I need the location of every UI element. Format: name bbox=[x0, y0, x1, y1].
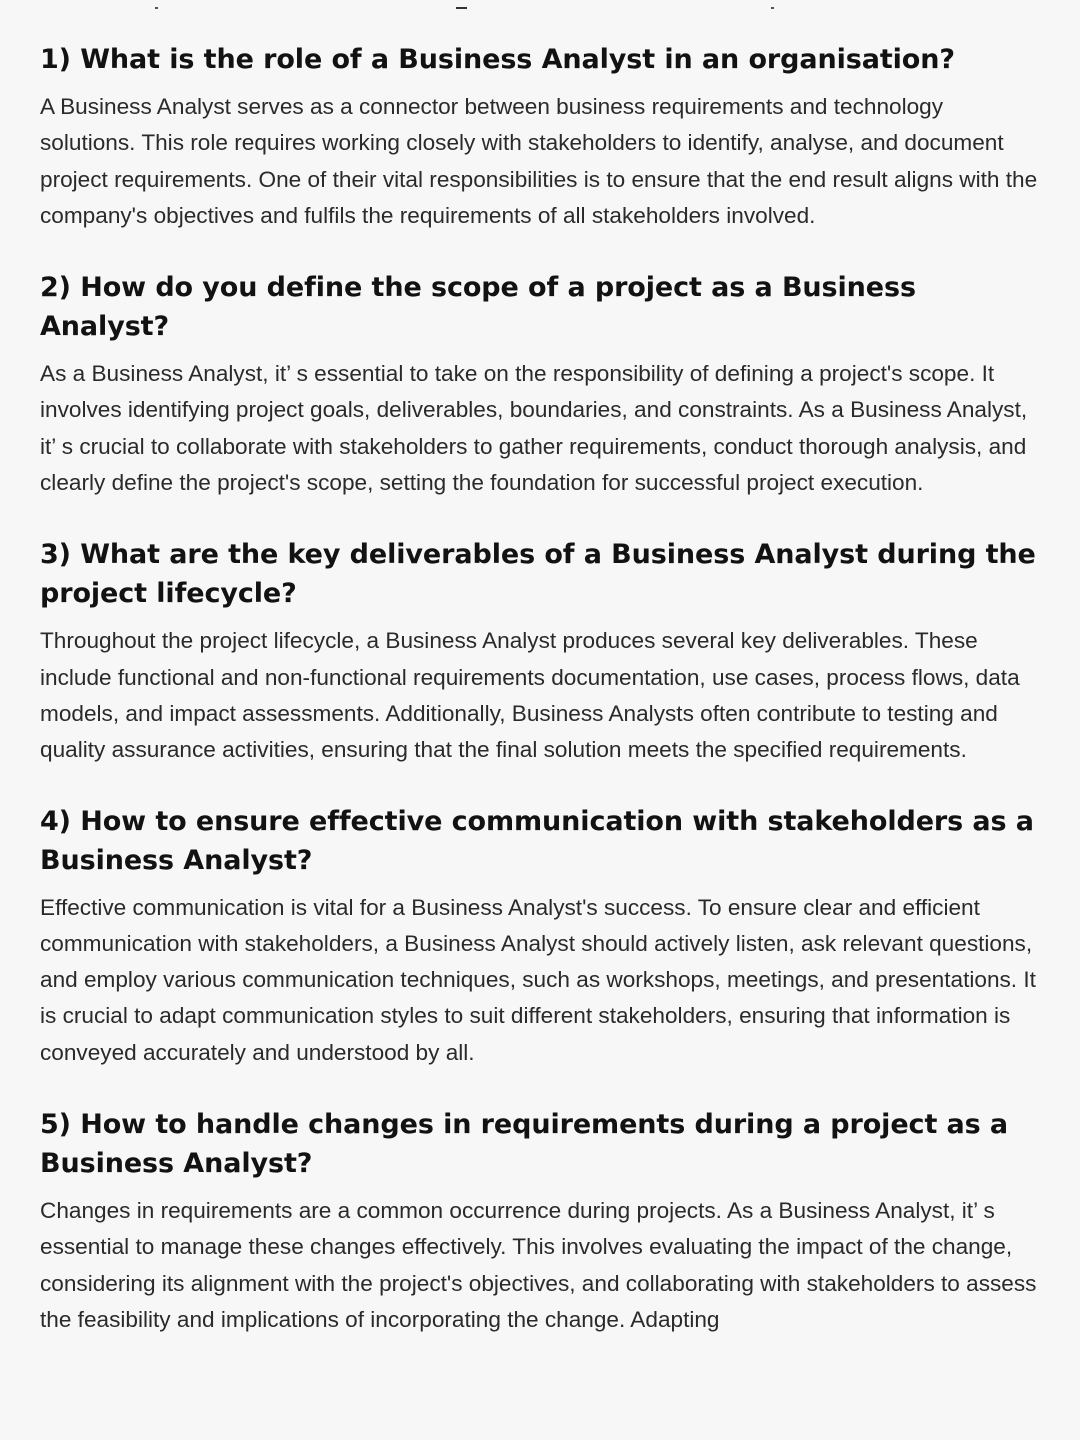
question-heading: 1) What is the role of a Business Analyst in an organisation? bbox=[40, 44, 955, 75]
qa-section bbox=[40, 1105, 1040, 1338]
answer-paragraph: Throughout the project lifecycle, a Business Analyst produces several key deliverables. These include functional and non-functional requirements documentation, use cases, process flows, data models, and impact assessments. Additionally, Business Analysts often contribute to testing and quality assurance activities, ensuring that the final solution meets the specified requirements. bbox=[40, 628, 1020, 763]
answer-paragraph: Changes in requirements are a common occurrence during projects. As a Business Analyst, it’ s essential to manage these changes effectively. This involves evaluating the impact of the change, considering its alignment with the project's objectives, and collaborating with stakeholders to assess the feasibility and implications of incorporating the change. Adapting bbox=[40, 1198, 1037, 1332]
qa-section bbox=[40, 268, 1040, 501]
answer-paragraph: Effective communication is vital for a Business Analyst's success. To ensure clear and efficient communication with stakeholders, a Business Analyst should actively listen, ask relevant questions, and employ various communication techniques, such as workshops, meetings, and presentations. It is crucial to adapt communication styles to suit different stakeholders, ensuring that information is conveyed accurately and understood by all. bbox=[40, 894, 1036, 1065]
question-heading: 4) How to ensure effective communication with stakeholders as a Business Analyst? bbox=[40, 805, 1034, 876]
answer-paragraph: As a Business Analyst, it’ s essential to take on the responsibility of defining a project's scope. It involves identifying project goals, deliverables, boundaries, and constraints. As a Business Analyst, it’ s crucial to collaborate with stakeholders to gather requirements, conduct thorough analysis, and clearly define the project's scope, setting the foundation for successful project execution. bbox=[40, 361, 1028, 496]
question-heading: 5) How to handle changes in requirements during a project as a Business Analyst? bbox=[40, 1109, 1009, 1180]
qa-section bbox=[40, 802, 1040, 1071]
answer-paragraph: A Business Analyst serves as a connector between business requirements and technology solutions. This role requires working closely with stakeholders to identify, analyse, and document project requirements. One of their vital responsibilities is to ensure that the end result aligns with the company's objectives and fulfils the requirements of all stakeholders involved. bbox=[40, 94, 1038, 228]
question-heading: 3) What are the key deliverables of a Business Analyst during the project lifecycle? bbox=[40, 539, 1036, 610]
qa-section bbox=[40, 40, 1040, 234]
qa-section bbox=[40, 535, 1040, 768]
question-heading: 2) How do you define the scope of a project as a Business Analyst? bbox=[40, 272, 916, 343]
